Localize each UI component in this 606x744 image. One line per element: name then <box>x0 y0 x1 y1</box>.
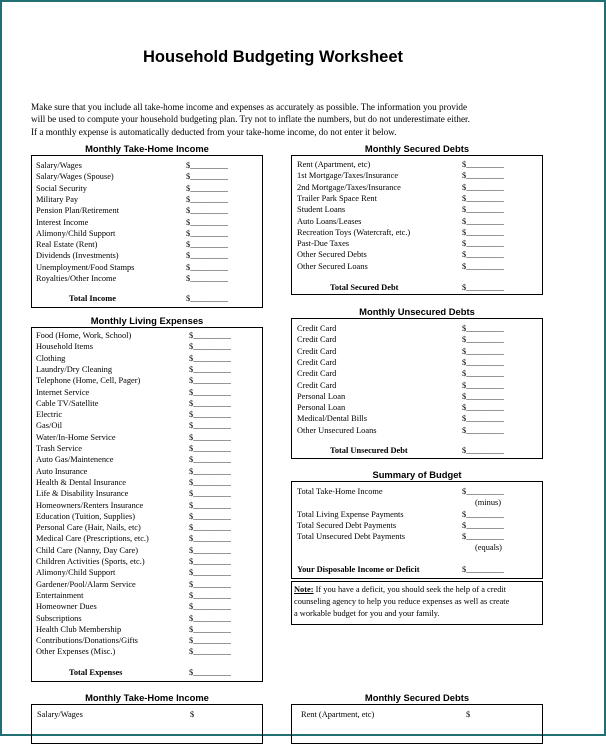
amount-field[interactable]: $_________ <box>189 568 231 578</box>
row-label: Credit Card <box>297 346 337 356</box>
amount-field[interactable]: $_________ <box>462 261 504 271</box>
unsecured-title: Monthly Unsecured Debts <box>359 306 475 317</box>
bottom-secured-title: Monthly Secured Debts <box>364 692 470 703</box>
row-label: Clothing <box>36 353 66 363</box>
intro-paragraph <box>31 101 551 138</box>
amount-field[interactable]: $_________ <box>189 398 231 408</box>
table-row <box>32 545 262 556</box>
amount-field[interactable]: $_________ <box>462 403 504 413</box>
amount-field[interactable]: $_________ <box>189 511 231 521</box>
total-label: Total Unsecured Debt <box>330 446 408 455</box>
row-label: Rent (Apartment, etc) <box>297 160 371 169</box>
table-row <box>292 238 542 249</box>
amount-field[interactable]: $_________ <box>462 510 504 519</box>
row-label: Real Estate (Rent) <box>36 240 98 250</box>
table-row <box>32 217 262 228</box>
table-row <box>32 432 262 443</box>
table-row <box>292 425 542 436</box>
table-row <box>32 409 262 420</box>
row-label: Food (Home, Work, School) <box>36 331 132 340</box>
row-label: Cable TV/Satellite <box>36 398 99 408</box>
row-label: Gardener/Pool/Alarm Service <box>36 579 136 589</box>
table-row <box>32 646 262 657</box>
table-row <box>32 624 262 635</box>
amount-field[interactable]: $_________ <box>186 206 228 216</box>
amount-field[interactable]: $_________ <box>189 353 231 363</box>
table-row <box>32 488 262 499</box>
amount-field[interactable]: $_________ <box>462 160 504 169</box>
table-row <box>32 228 262 239</box>
amount-field[interactable]: $_________ <box>462 521 504 530</box>
amount-field[interactable]: $_________ <box>189 455 231 465</box>
row-label: Personal Loan <box>297 403 346 413</box>
row-label: Education (Tuition, Supplies) <box>36 511 136 521</box>
amount-field[interactable]: $_________ <box>462 446 504 455</box>
intro-line: Make sure that you include all take-home income and expenses as accurately as possible. The information you provide <box>31 102 468 112</box>
amount-field[interactable]: $_________ <box>462 324 504 333</box>
table-row <box>32 466 262 477</box>
table-row <box>292 368 542 379</box>
note-line: Note: If you have a deficit, you should seek the help of a credit <box>294 585 507 594</box>
summary-row: Total Unsecured Debt Payments $_________ <box>297 532 504 541</box>
amount-field[interactable]: $_________ <box>186 172 228 182</box>
total-label: Total Income <box>69 294 116 303</box>
amount-field[interactable]: $_________ <box>462 346 504 356</box>
summary-row: Total Take-Home Income $_________ <box>297 487 504 496</box>
table-row <box>32 601 262 612</box>
total-row <box>292 445 542 456</box>
row-label: Personal Loan <box>297 391 346 401</box>
amount-field[interactable]: $_________ <box>462 205 504 215</box>
table-row <box>292 391 542 402</box>
row-label: Other Unsecured Loans <box>297 425 377 435</box>
table-row <box>32 262 262 273</box>
row-label: 2nd Mortgage/Taxes/Insurance <box>297 182 401 192</box>
row-label: Social Security <box>36 183 87 193</box>
amount-field[interactable]: $_________ <box>462 227 504 237</box>
amount-field[interactable]: $ <box>190 710 195 719</box>
row-label: Unemployment/Food Stamps <box>36 262 135 272</box>
row-label: Household Items <box>36 342 93 352</box>
row-label: Subscriptions <box>36 613 82 623</box>
amount-field[interactable]: $_________ <box>186 183 228 193</box>
table-row <box>292 204 542 215</box>
amount-field[interactable]: $_________ <box>462 250 504 260</box>
bottom-income-table <box>31 704 263 744</box>
summary-title: Summary of Budget <box>372 469 462 480</box>
amount-field[interactable]: $_________ <box>189 432 231 442</box>
amount-field[interactable]: $_________ <box>186 274 228 283</box>
table-row <box>292 261 542 272</box>
table-row <box>32 522 262 533</box>
amount-field[interactable]: $_________ <box>186 262 228 272</box>
table-row <box>292 227 542 238</box>
amount-field[interactable]: $_________ <box>189 376 231 386</box>
summary-table <box>291 481 543 579</box>
table-row <box>32 635 262 646</box>
table-row <box>32 420 262 431</box>
table-row <box>32 533 262 544</box>
total-row <box>32 293 262 304</box>
amount-field[interactable]: $_________ <box>462 335 504 345</box>
summary-row: Total Living Expense Payments $_________ <box>297 510 504 519</box>
amount-field[interactable]: $_________ <box>189 387 231 397</box>
amount-field[interactable]: $_________ <box>189 477 231 487</box>
amount-field[interactable]: $_________ <box>189 613 231 623</box>
note-line: a workable budget for you and your family. <box>294 609 440 618</box>
row-label: Other Secured Loans <box>297 261 368 271</box>
amount-field[interactable]: $_________ <box>462 283 504 292</box>
row-label: Trash Service <box>36 444 82 453</box>
amount-field[interactable]: $_________ <box>462 380 504 390</box>
table-row <box>292 193 542 204</box>
table-row <box>292 182 542 193</box>
row-label: Auto Gas/Maintenence <box>36 455 114 465</box>
table-row <box>292 402 542 413</box>
row-label: 1st Mortgage/Taxes/Insurance <box>297 171 399 181</box>
row-label: Personal Care (Hair, Nails, etc) <box>36 523 141 533</box>
row-label: Past-Due Taxes <box>297 239 350 249</box>
table-row <box>292 249 542 260</box>
table-row <box>32 398 262 409</box>
summary-row: (minus) <box>475 498 502 507</box>
amount-field[interactable]: $_________ <box>189 331 231 340</box>
table-row <box>32 194 262 205</box>
table-row <box>32 353 262 364</box>
table-row: Rent (Apartment, etc) $ <box>301 710 471 719</box>
amount-field[interactable]: $_________ <box>189 602 231 612</box>
amount-field[interactable]: $_________ <box>189 624 231 634</box>
income-title: Monthly Take-Home Income <box>85 143 209 154</box>
amount-field[interactable]: $_________ <box>462 193 504 203</box>
amount-field[interactable]: $_________ <box>462 171 504 181</box>
amount-field[interactable]: $_________ <box>189 421 231 431</box>
row-label: Life & Disability Insurance <box>36 489 129 499</box>
amount-field[interactable]: $_________ <box>186 194 228 204</box>
table-row <box>32 341 262 352</box>
row-label: Pension Plan/Retirement <box>36 206 120 216</box>
amount-field[interactable]: $_________ <box>189 466 231 476</box>
row-label: Medical/Dental Bills <box>297 414 368 424</box>
amount-field[interactable]: $_________ <box>189 647 231 657</box>
table-row <box>32 556 262 567</box>
amount-field[interactable]: $_________ <box>189 523 231 533</box>
table-row <box>32 590 262 601</box>
table-row <box>292 159 542 170</box>
table-row <box>32 511 262 522</box>
amount-field[interactable]: $_________ <box>462 182 504 192</box>
row-label: Laundry/Dry Cleaning <box>36 364 113 374</box>
row-label: Electric <box>36 410 63 420</box>
secured-table <box>291 155 543 295</box>
amount-field[interactable]: $_________ <box>189 545 231 555</box>
amount-field[interactable]: $_________ <box>189 500 231 510</box>
table-row <box>32 364 262 375</box>
row-label: Other Secured Debts <box>297 250 367 260</box>
amount-field[interactable]: $_________ <box>462 357 504 367</box>
table-row <box>292 334 542 345</box>
amount-field[interactable]: $_________ <box>186 240 228 250</box>
table-row <box>292 357 542 368</box>
row-label: Trailer Park Space Rent <box>297 193 377 203</box>
amount-field[interactable]: $_________ <box>186 294 228 303</box>
income-table <box>31 155 263 308</box>
amount-field[interactable]: $_________ <box>462 239 504 249</box>
table-row <box>32 613 262 624</box>
row-label: Salary/Wages <box>36 161 82 170</box>
total-row <box>292 282 542 293</box>
page-title: Household Budgeting Worksheet <box>142 48 404 66</box>
table-row <box>32 273 262 284</box>
table-row <box>32 579 262 590</box>
amount-field[interactable]: $_________ <box>462 391 504 401</box>
table-row <box>32 239 262 250</box>
amount-field[interactable]: $_________ <box>189 668 231 677</box>
amount-field[interactable]: $_________ <box>189 364 231 374</box>
table-row <box>32 183 262 194</box>
row-label: Salary/Wages (Spouse) <box>36 172 114 182</box>
row-label: Health Club Membership <box>36 624 122 634</box>
row-label: Military Pay <box>36 194 79 204</box>
row-label: Interest Income <box>36 217 89 227</box>
amount-field[interactable]: $_________ <box>189 489 231 499</box>
table-row: Salary/Wages $ <box>37 710 195 719</box>
table-row <box>32 443 262 454</box>
row-label: Water/In-Home Service <box>36 432 116 442</box>
bottom-secured-table <box>291 704 543 744</box>
row-label: Internet Service <box>36 387 90 397</box>
total-row <box>32 667 262 678</box>
table-row <box>32 171 262 182</box>
amount-field[interactable]: $_________ <box>189 557 231 566</box>
living-title: Monthly Living Expenses <box>90 315 204 326</box>
row-label: Medical Care (Prescriptions, etc.) <box>36 534 149 544</box>
table-row <box>32 454 262 465</box>
living-table <box>31 327 263 682</box>
row-label: Contributions/Donations/Gifts <box>36 636 138 646</box>
table-row <box>32 567 262 578</box>
amount-field[interactable]: $_________ <box>462 565 504 574</box>
row-label: Alimony/Child Support <box>36 228 116 238</box>
amount-field[interactable]: $_________ <box>189 636 231 646</box>
amount-field[interactable]: $_________ <box>462 532 504 541</box>
table-row <box>292 323 542 334</box>
amount-field[interactable]: $_________ <box>462 425 504 435</box>
amount-field[interactable]: $_________ <box>189 590 231 600</box>
amount-field[interactable]: $_________ <box>462 487 504 496</box>
amount-field[interactable]: $_________ <box>189 579 231 589</box>
table-row <box>32 205 262 216</box>
row-label: Auto Insurance <box>36 466 88 476</box>
summary-row: (equals) <box>475 543 502 552</box>
row-label: Alimony/Child Support <box>36 568 116 578</box>
table-row <box>32 330 262 341</box>
row-label: Telephone (Home, Cell, Pager) <box>36 376 141 386</box>
secured-title: Monthly Secured Debts <box>364 143 470 154</box>
table-row <box>32 500 262 511</box>
row-label: Student Loans <box>297 205 346 215</box>
summary-total-row: Your Disposable Income or Deficit $_________ <box>297 565 504 574</box>
row-label: Homeowner Dues <box>36 602 97 612</box>
amount-field[interactable]: $_________ <box>189 444 231 453</box>
note-line: counseling agency to help you reduce expenses as well as create <box>294 597 510 606</box>
row-label: Royalties/Other Income <box>36 274 117 283</box>
amount-field[interactable]: $_________ <box>462 216 504 226</box>
total-label: Total Expenses <box>69 668 123 677</box>
table-row <box>292 346 542 357</box>
row-label: Children Activities (Sports, etc.) <box>36 557 145 566</box>
table-row <box>292 170 542 181</box>
row-label: Other Expenses (Misc.) <box>36 647 116 657</box>
table-row <box>32 387 262 398</box>
row-label: Credit Card <box>297 380 337 390</box>
intro-line: If a monthly expense is automatically deducted from your take-home income, do not enter it below. <box>31 126 397 137</box>
table-row <box>32 160 262 171</box>
row-label: Recreation Toys (Watercraft, etc.) <box>297 227 411 237</box>
row-label: Auto Loans/Leases <box>297 216 362 226</box>
row-label: Gas/Oil <box>36 421 63 431</box>
intro-line: will be used to compute your household budgeting plan. Try not to inflate the numbers, but do not underestimate either. <box>31 114 470 125</box>
amount-field[interactable]: $_________ <box>186 161 228 170</box>
table-row <box>32 375 262 386</box>
row-label: Homeowners/Renters Insurance <box>36 500 144 510</box>
table-row <box>292 216 542 227</box>
row-label: Entertainment <box>36 590 84 600</box>
amount-field[interactable]: $_________ <box>186 228 228 238</box>
row-label: Credit Card <box>297 324 337 333</box>
amount-field[interactable]: $ <box>466 710 471 719</box>
note-box <box>291 581 543 625</box>
amount-field[interactable]: $_________ <box>462 369 504 379</box>
unsecured-table <box>291 318 543 459</box>
amount-field[interactable]: $_________ <box>186 217 228 227</box>
table-row <box>32 477 262 488</box>
row-label: Dividends (Investments) <box>36 251 119 261</box>
summary-row: Total Secured Debt Payments $_________ <box>297 521 504 530</box>
amount-field[interactable]: $_________ <box>189 534 231 544</box>
table-row <box>292 380 542 391</box>
table-row <box>32 250 262 261</box>
row-label: Credit Card <box>297 369 337 379</box>
total-label: Total Secured Debt <box>330 283 399 292</box>
row-label: Health & Dental Insurance <box>36 477 126 487</box>
table-row <box>292 413 542 424</box>
amount-field[interactable]: $_________ <box>462 414 504 424</box>
bottom-income-title: Monthly Take-Home Income <box>85 692 209 703</box>
row-label: Child Care (Nanny, Day Care) <box>36 545 139 555</box>
amount-field[interactable]: $_________ <box>189 342 231 352</box>
row-label: Credit Card <box>297 357 337 367</box>
amount-field[interactable]: $_________ <box>189 410 231 420</box>
amount-field[interactable]: $_________ <box>186 251 228 261</box>
row-label: Credit Card <box>297 335 337 345</box>
